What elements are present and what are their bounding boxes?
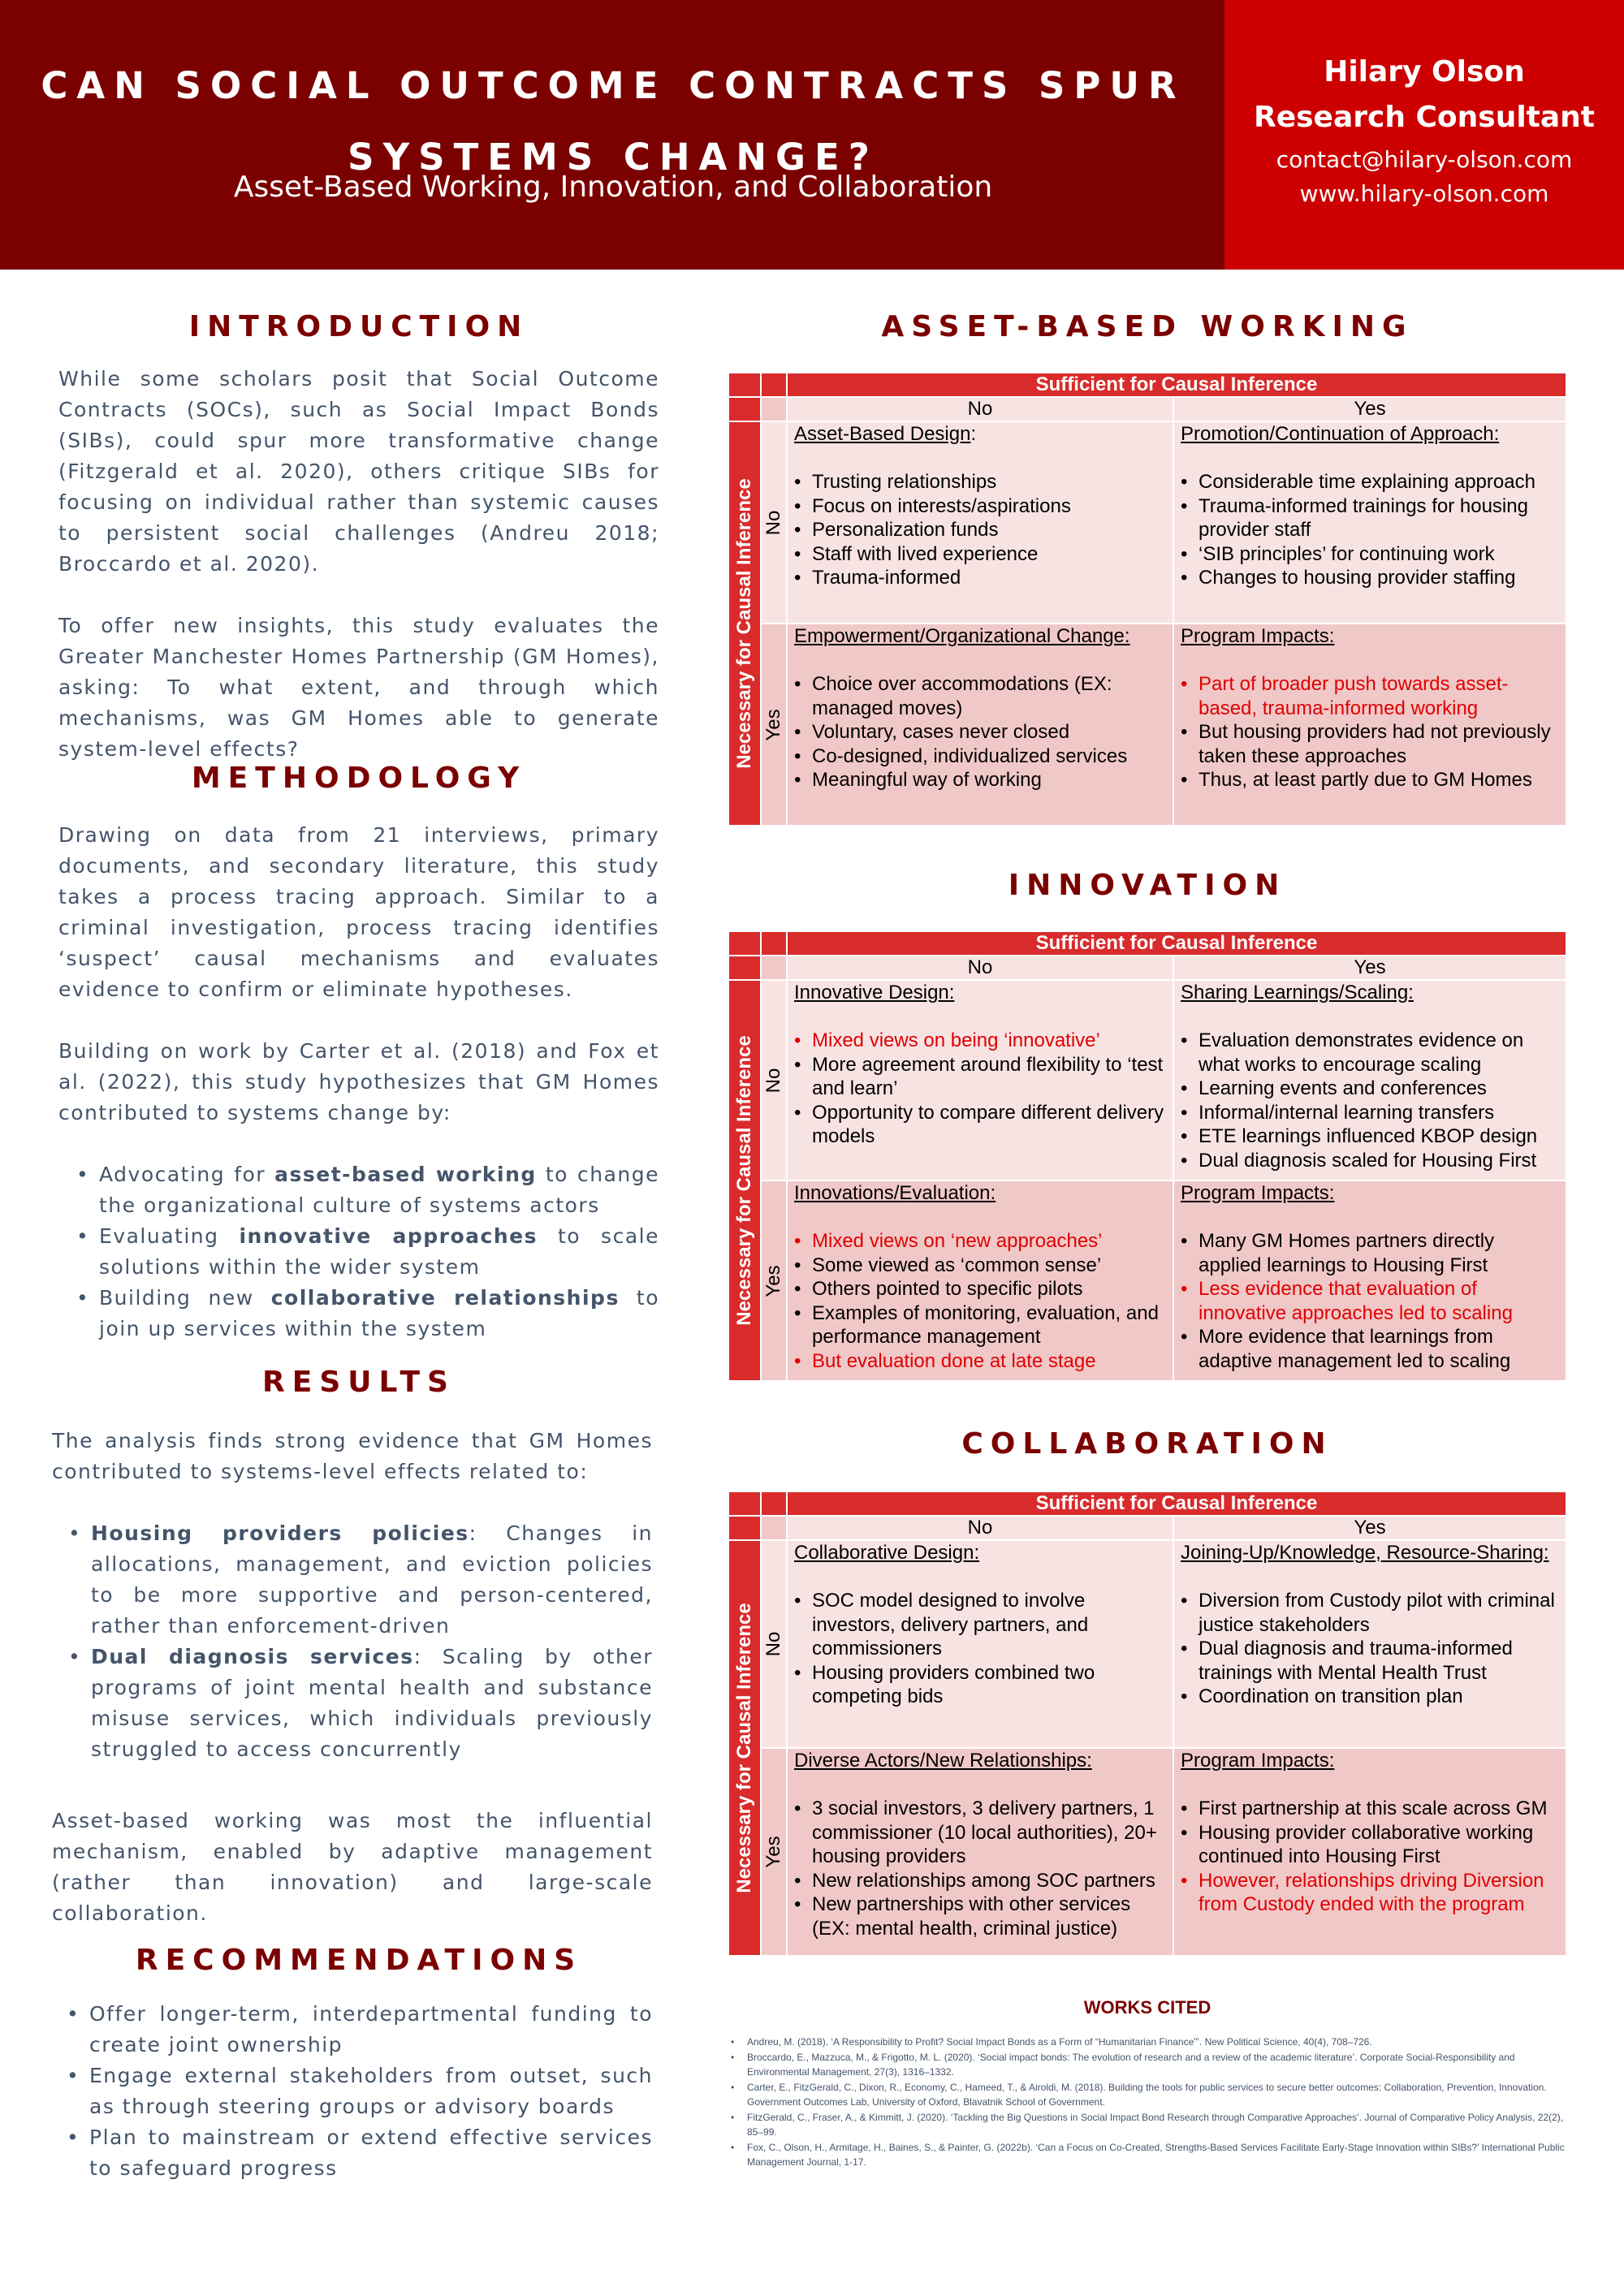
header-corner xyxy=(729,956,760,979)
works-cited-heading: WORKS CITED xyxy=(1083,1997,1212,2018)
cell-bullet: • Many GM Homes partners directly applied learnings to Housing First xyxy=(1181,1229,1562,1277)
cell-spacer xyxy=(794,1565,1169,1590)
hypothesis-item: • Evaluating innovative approaches to scale solutions within the wider system xyxy=(68,1221,659,1283)
cell-spacer xyxy=(794,1206,1169,1230)
row-no-label-text: No xyxy=(762,1068,784,1093)
author-name: Hilary Olson xyxy=(1324,55,1525,88)
sufficient-label: Sufficient for Causal Inference xyxy=(788,373,1566,396)
cell-title xyxy=(1181,624,1562,649)
header-corner xyxy=(729,932,760,955)
matrix-cell-yes-yes xyxy=(1174,1181,1566,1380)
row-no-label xyxy=(762,981,786,1180)
methodology-p2: Building on work by Carter et al. (2018) and Fox et al. (2022), this study hypothesizes that GM Homes contributed to systems change by: xyxy=(58,1039,659,1124)
citation-item: • Fox, C., Olson, H., Armitage, H., Baines, S., & Painter, G. (2022b). ‘Can a Focus on Co-Created, Strengths-Based Services Facilitate Early-Stage Innovation within SIBs?’ International Public Management Journal, 1-17. xyxy=(729,2140,1574,2170)
cell-bullet: • But evaluation done at late stage xyxy=(794,1349,1169,1374)
cell-bullet: • More agreement around flexibility to ‘test and learn’ xyxy=(794,1053,1169,1101)
cell-bullet: • Housing providers combined two competing bids xyxy=(794,1661,1169,1709)
cell-title xyxy=(1181,1181,1562,1206)
poster-title-line1: CAN SOCIAL OUTCOME CONTRACTS SPUR xyxy=(41,64,1186,107)
collaboration-matrix xyxy=(729,1492,1566,1955)
cell-bullet: • Focus on interests/aspirations xyxy=(794,494,1169,519)
cell-spacer xyxy=(1181,1005,1562,1029)
cell-bullet-list xyxy=(794,470,1169,590)
cell-bullet: • Mixed views on ‘new approaches’ xyxy=(794,1229,1169,1254)
results-intro: The analysis finds strong evidence that GM Homes contributed to systems-level effects related to: xyxy=(52,1429,653,1483)
cell-bullet: • Considerable time explaining approach xyxy=(1181,470,1562,494)
necessary-label-text: Necessary for Causal Inference xyxy=(733,1603,755,1893)
cell-bullet: • Staff with lived experience xyxy=(794,542,1169,567)
cell-bullet-list xyxy=(1181,672,1562,792)
cell-bullet-list xyxy=(794,1229,1169,1373)
cell-bullet-list xyxy=(794,672,1169,792)
matrix-cell-yes-yes xyxy=(1174,624,1566,825)
cell-bullet: • Changes to housing provider staffing xyxy=(1181,566,1562,590)
necessary-label xyxy=(729,422,760,825)
asset-based-heading: ASSET-BASED WORKING xyxy=(881,310,1414,343)
matrix-cell-no-no xyxy=(788,1541,1173,1747)
results-heading: RESULTS xyxy=(262,1366,456,1399)
works-cited-list xyxy=(729,2035,1574,2170)
cell-bullet: • But housing providers had not previously taken these approaches xyxy=(1181,720,1562,768)
results-list xyxy=(60,1518,653,1765)
cell-bullet: • However, relationships driving Diversion from Custody ended with the program xyxy=(1181,1869,1562,1917)
sufficient-label: Sufficient for Causal Inference xyxy=(788,932,1566,955)
cell-spacer xyxy=(794,1005,1169,1029)
column-no-label: No xyxy=(788,1517,1173,1539)
cell-title-text: Diverse Actors/New Relationships: xyxy=(794,1750,1092,1772)
citation-item: • Broccardo, E., Mazzuca, M., & Frigotto, M. L. (2020). ‘Social impact bonds: The evolution of research and a review of the academic literature’. Corporate Social-Responsibility and Environmental Management, 27(3), 1316–1332. xyxy=(729,2050,1574,2080)
cell-bullet: • Meaningful way of working xyxy=(794,768,1169,792)
cell-title xyxy=(794,1541,1169,1565)
recommendation-item: • Offer longer-term, interdepartmental funding to create joint ownership xyxy=(58,1999,653,2061)
header-corner xyxy=(762,373,786,396)
necessary-label xyxy=(729,981,760,1380)
matrix-cell-yes-no xyxy=(788,1181,1173,1380)
sufficient-header-row xyxy=(729,373,1566,396)
cell-bullet: • Trauma-informed xyxy=(794,566,1169,590)
cell-title-text: Empowerment/Organizational Change: xyxy=(794,625,1130,647)
column-yes-label: Yes xyxy=(1174,1517,1566,1539)
citation-item: • Carter, E., FitzGerald, C., Dixon, R., Economy, C., Hameed, T., & Airoldi, M. (2018). Building the tools for public services to secure better outcomes: Collaboration, Prevention, Innovation. Government Outcomes Lab, University of Oxford, Blavatnik School of Government. xyxy=(729,2080,1574,2110)
cell-title xyxy=(794,1749,1169,1773)
header-corner xyxy=(729,373,760,396)
cell-bullet: • Trusting relationships xyxy=(794,470,1169,494)
introduction-p2: To offer new insights, this study evaluates the Greater Manchester Homes Partnership (GM Homes), asking: To what extent, and through which mechanisms, was GM Homes able to generate system-level effects? xyxy=(58,614,659,761)
collaboration-heading: COLLABORATION xyxy=(961,1427,1333,1461)
result-item: • Dual diagnosis services: Scaling by other programs of joint mental health and substance misuse services, which individuals previously struggled to access concurrently xyxy=(60,1642,653,1765)
methodology-body xyxy=(58,820,659,1129)
cell-title xyxy=(794,422,1169,447)
cell-spacer xyxy=(794,1773,1169,1798)
column-header-row xyxy=(729,956,1566,979)
innovation-heading: INNOVATION xyxy=(1008,869,1287,902)
author-role: Research Consultant xyxy=(1253,101,1596,134)
results-conclusion: Asset-based working was most the influential mechanism, enabled by adaptive management (rather than innovation) and large-scale collaboration. xyxy=(52,1809,653,1925)
header-corner xyxy=(729,1492,760,1515)
row-yes-label xyxy=(762,624,786,825)
cell-bullet: • Personalization funds xyxy=(794,518,1169,542)
cell-title-text: Collaborative Design: xyxy=(794,1542,980,1564)
cell-spacer xyxy=(794,649,1169,673)
cell-bullet: • Trauma-informed trainings for housing provider staff xyxy=(1181,494,1562,542)
title-banner xyxy=(0,0,1224,270)
cell-title-text: Program Impacts: xyxy=(1181,1750,1335,1772)
cell-bullet-list xyxy=(1181,1797,1562,1917)
cell-spacer xyxy=(794,447,1169,471)
cell-title xyxy=(794,624,1169,649)
cell-title xyxy=(1181,981,1562,1005)
matrix-cell-no-no xyxy=(788,422,1173,623)
cell-title xyxy=(794,1181,1169,1206)
cell-bullet: • Evaluation demonstrates evidence on what works to encourage scaling xyxy=(1181,1029,1562,1077)
header-corner xyxy=(762,1517,786,1539)
cell-bullet: • 3 social investors, 3 delivery partners, 1 commissioner (10 local authorities), 20+ housing providers xyxy=(794,1797,1169,1869)
author-email[interactable]: contact@hilary-olson.com xyxy=(1276,146,1573,173)
sufficient-label: Sufficient for Causal Inference xyxy=(788,1492,1566,1515)
citation-item: • FitzGerald, C., Fraser, A., & Kimmitt, J. (2020). ‘Tackling the Big Questions in Social Impact Bond Research through Comparative Approaches’. Journal of Comparative Policy Analysis, 22(2), 85–99. xyxy=(729,2110,1574,2140)
cell-bullet-list xyxy=(1181,1229,1562,1373)
cell-bullet: • ETE learnings influenced KBOP design xyxy=(1181,1124,1562,1149)
header-corner xyxy=(729,1517,760,1539)
cell-bullet: • First partnership at this scale across GM xyxy=(1181,1797,1562,1821)
introduction-p1: While some scholars posit that Social Outcome Contracts (SOCs), such as Social Impact Bonds (SIBs), could spur more transformative change (Fitzgerald et al. 2020), others critique SIBs for focusing on individual rather than systemic causes to persistent social challenges (Andreu 2018; Broccardo et al. 2020). xyxy=(58,367,659,576)
matrix-cell-no-yes xyxy=(1174,1541,1566,1747)
cell-title-text: Program Impacts: xyxy=(1181,1182,1335,1204)
column-header-row xyxy=(729,398,1566,421)
cell-bullet: • ‘SIB principles’ for continuing work xyxy=(1181,542,1562,567)
cell-bullet: • Coordination on transition plan xyxy=(1181,1685,1562,1709)
cell-title-text: Sharing Learnings/Scaling: xyxy=(1181,982,1414,1003)
author-panel xyxy=(1224,0,1624,270)
poster-subtitle: Asset-Based Working, Innovation, and Collaboration xyxy=(233,170,993,204)
cell-spacer xyxy=(1181,649,1562,673)
matrix-cell-yes-no xyxy=(788,1749,1173,1955)
cell-bullet: • New partnerships with other services (EX: mental health, criminal justice) xyxy=(794,1892,1169,1940)
cell-title-text: Promotion/Continuation of Approach: xyxy=(1181,423,1500,445)
matrix-cell-yes-no xyxy=(788,624,1173,825)
cell-bullet: • Informal/internal learning transfers xyxy=(1181,1101,1562,1125)
cell-spacer xyxy=(1181,447,1562,471)
cell-bullet-list xyxy=(1181,470,1562,590)
cell-bullet: • Dual diagnosis and trauma-informed trainings with Mental Health Trust xyxy=(1181,1637,1562,1685)
cell-bullet: • New relationships among SOC partners xyxy=(794,1869,1169,1893)
row-yes-label xyxy=(762,1749,786,1955)
column-yes-label: Yes xyxy=(1174,956,1566,979)
header-corner xyxy=(762,398,786,421)
cell-bullet: • Dual diagnosis scaled for Housing First xyxy=(1181,1149,1562,1173)
necessary-label-text: Necessary for Causal Inference xyxy=(733,1035,755,1326)
sufficient-header-row xyxy=(729,932,1566,955)
sufficient-header-row xyxy=(729,1492,1566,1515)
poster-header xyxy=(0,0,1624,270)
cell-bullet: • Housing provider collaborative working continued into Housing First xyxy=(1181,1821,1562,1869)
hypothesis-item: • Advocating for asset-based working to change the organizational culture of systems actors xyxy=(68,1159,659,1221)
citation-item: • Andreu, M. (2018). ‘A Responsibility to Profit? Social Impact Bonds as a Form of “Humanitarian Finance”’. New Political Science, 40(4), 708–726. xyxy=(729,2035,1574,2050)
matrix-cell-no-yes xyxy=(1174,422,1566,623)
column-no-label: No xyxy=(788,398,1173,421)
cell-bullet-list xyxy=(794,1029,1169,1149)
cell-title-text: Innovations/Evaluation: xyxy=(794,1182,996,1204)
header-corner xyxy=(762,956,786,979)
cell-bullet: • Co-designed, individualized services xyxy=(794,744,1169,769)
cell-bullet-list xyxy=(794,1589,1169,1709)
row-yes-label-text: Yes xyxy=(762,1264,784,1297)
header-corner xyxy=(729,398,760,421)
cell-bullet: • SOC model designed to involve investors, delivery partners, and commissioners xyxy=(794,1589,1169,1661)
matrix-cell-no-no xyxy=(788,981,1173,1180)
necessary-label-text: Necessary for Causal Inference xyxy=(733,478,755,769)
cell-title-suffix: : xyxy=(970,423,977,445)
cell-bullet-list xyxy=(794,1797,1169,1940)
cell-bullet: • Others pointed to specific pilots xyxy=(794,1277,1169,1301)
cell-bullet: • More evidence that learnings from adaptive management led to scaling xyxy=(1181,1325,1562,1373)
cell-spacer xyxy=(1181,1206,1562,1230)
cell-title-text: Joining-Up/Knowledge, Resource-Sharing: xyxy=(1181,1542,1549,1564)
cell-bullet: • Thus, at least partly due to GM Homes xyxy=(1181,768,1562,792)
cell-bullet-list xyxy=(1181,1589,1562,1709)
cell-title xyxy=(1181,1541,1562,1565)
cell-bullet: • Less evidence that evaluation of innovative approaches led to scaling xyxy=(1181,1277,1562,1325)
matrix-cell-no-yes xyxy=(1174,981,1566,1180)
cell-title xyxy=(794,981,1169,1005)
row-no-label xyxy=(762,1541,786,1747)
cell-bullet: • Part of broader push towards asset-based, trauma-informed working xyxy=(1181,672,1562,720)
innovation-matrix xyxy=(729,932,1566,1380)
row-no-label-text: No xyxy=(762,1631,784,1657)
poster-title-line2: SYSTEMS CHANGE? xyxy=(348,136,879,179)
methodology-heading: METHODOLOGY xyxy=(191,762,527,795)
cell-bullet: • Opportunity to compare different delivery models xyxy=(794,1101,1169,1149)
cell-bullet: • Some viewed as ‘common sense’ xyxy=(794,1254,1169,1278)
introduction-heading: INTRODUCTION xyxy=(188,310,529,343)
cell-bullet: • Learning events and conferences xyxy=(1181,1077,1562,1101)
hypotheses-list xyxy=(68,1159,659,1344)
recommendations-list xyxy=(58,1999,653,2184)
necessary-label xyxy=(729,1541,760,1955)
cell-bullet: • Choice over accommodations (EX: managed moves) xyxy=(794,672,1169,720)
asset-based-matrix xyxy=(729,373,1566,825)
methodology-p1: Drawing on data from 21 interviews, primary documents, and secondary literature, this study takes a process tracing approach. Similar to a criminal investigation, process tracing identifies ‘suspect’ causal mechanisms and evaluates evidence to confirm or eliminate hypotheses. xyxy=(58,823,659,1001)
cell-bullet: • Diversion from Custody pilot with criminal justice stakeholders xyxy=(1181,1589,1562,1637)
row-no-label-text: No xyxy=(762,510,784,535)
column-no-label: No xyxy=(788,956,1173,979)
cell-bullet-list xyxy=(1181,1029,1562,1172)
header-corner xyxy=(762,1492,786,1515)
cell-title-text: Asset-Based Design xyxy=(794,423,971,445)
recommendation-item: • Plan to mainstream or extend effective services to safeguard progress xyxy=(58,2122,653,2184)
hypothesis-item: • Building new collaborative relationships to join up services within the system xyxy=(68,1283,659,1344)
cell-spacer xyxy=(1181,1773,1562,1798)
introduction-body xyxy=(58,364,659,765)
cell-bullet: • Voluntary, cases never closed xyxy=(794,720,1169,744)
author-website[interactable]: www.hilary-olson.com xyxy=(1299,180,1549,207)
row-yes-label-text: Yes xyxy=(762,708,784,741)
result-item: • Housing providers policies: Changes in allocations, management, and eviction policies to be more supportive and person-centered, rather than enforcement-driven xyxy=(60,1518,653,1642)
row-yes-label-text: Yes xyxy=(762,1836,784,1868)
row-yes-label xyxy=(762,1181,786,1380)
cell-bullet: • Examples of monitoring, evaluation, and performance management xyxy=(794,1301,1169,1349)
cell-title xyxy=(1181,1749,1562,1773)
cell-title-text: Innovative Design: xyxy=(794,982,955,1003)
column-yes-label: Yes xyxy=(1174,398,1566,421)
recommendation-item: • Engage external stakeholders from outset, such as through steering groups or advisory boards xyxy=(58,2061,653,2122)
matrix-cell-yes-yes xyxy=(1174,1749,1566,1955)
cell-spacer xyxy=(1181,1565,1562,1590)
header-corner xyxy=(762,932,786,955)
cell-title-text: Program Impacts: xyxy=(1181,625,1335,647)
cell-title xyxy=(1181,422,1562,447)
recommendations-heading: RECOMMENDATIONS xyxy=(135,1944,583,1977)
cell-bullet: • Mixed views on being ‘innovative’ xyxy=(794,1029,1169,1053)
row-no-label xyxy=(762,422,786,623)
column-header-row xyxy=(729,1517,1566,1539)
